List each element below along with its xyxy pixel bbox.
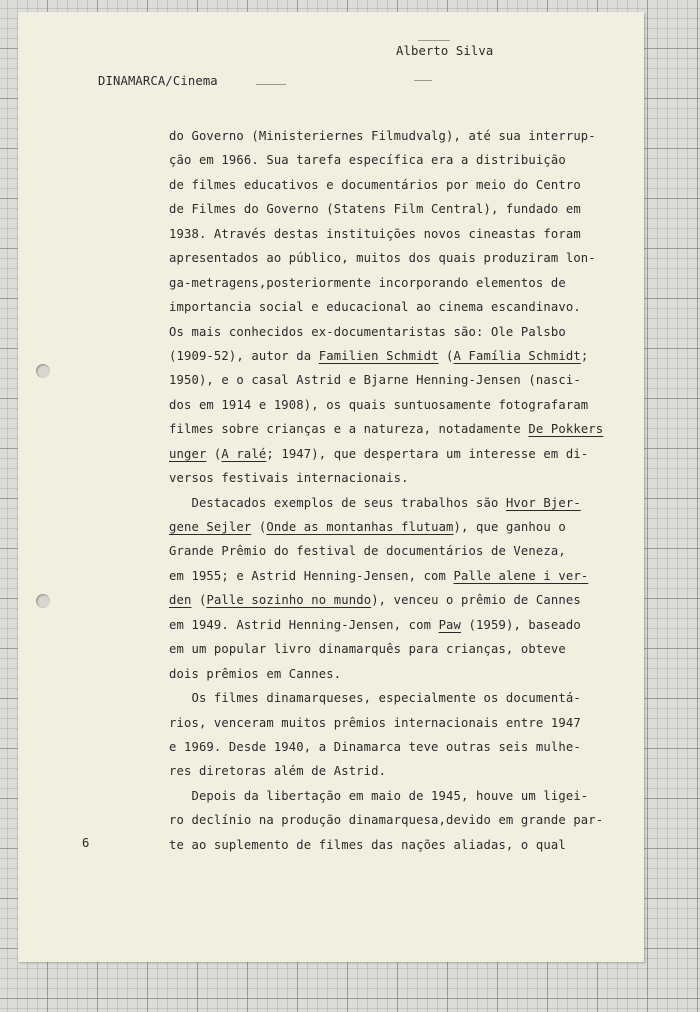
underlined-title: A ralé bbox=[221, 446, 267, 461]
text-segment: versos festivais internacionais. bbox=[169, 471, 409, 486]
pencil-mark bbox=[414, 80, 432, 81]
text-line bbox=[169, 222, 603, 246]
text-segment: res diretoras além de Astrid. bbox=[169, 764, 387, 779]
text-segment: ; bbox=[580, 348, 589, 363]
underlined-title: De Pokkers bbox=[528, 422, 604, 437]
text-segment: ), que ganhou o bbox=[453, 520, 566, 534]
body-text bbox=[169, 124, 603, 857]
text-segment: filmes sobre crianças e a natureza, notadamente bbox=[169, 422, 529, 437]
text-segment: ga-metragens,posteriormente incorporando elementos de bbox=[169, 275, 566, 290]
text-segment: em 1949. Astrid Henning-Jensen, com bbox=[169, 617, 439, 632]
underlined-title: Familien Schmidt bbox=[318, 348, 439, 363]
text-segment: ( bbox=[438, 348, 454, 363]
text-line bbox=[169, 759, 603, 783]
pencil-mark bbox=[256, 84, 286, 85]
text-line bbox=[169, 564, 603, 588]
text-line bbox=[169, 686, 603, 710]
text-line bbox=[169, 393, 603, 417]
text-segment: e 1969. Desde 1940, a Dinamarca teve outras seis mulhe- bbox=[169, 739, 581, 754]
text-line bbox=[169, 173, 603, 197]
text-line bbox=[169, 784, 603, 808]
text-segment: Os mais conhecidos ex-documentaristas são: Ole Palsbo bbox=[169, 324, 566, 339]
text-segment: Destacados exemplos de seus trabalhos são bbox=[169, 495, 506, 510]
page-header: DINAMARCA/Cinema bbox=[98, 74, 218, 88]
text-line bbox=[169, 466, 603, 490]
text-segment: ( bbox=[191, 593, 207, 608]
text-line bbox=[169, 320, 603, 344]
text-line bbox=[169, 442, 603, 466]
text-segment: dos em 1914 e 1908), os quais suntuosamente fotografaram bbox=[169, 397, 589, 412]
text-line bbox=[169, 711, 603, 735]
text-segment: do Governo (Ministeriernes Filmudvalg), até sua interrup- bbox=[169, 129, 596, 143]
page-number: 6 bbox=[82, 836, 90, 850]
pencil-mark bbox=[418, 40, 450, 41]
text-segment: dois prêmios em Cannes. bbox=[169, 666, 342, 681]
underlined-title: Onde as montanhas flutuam bbox=[266, 520, 454, 534]
underlined-title: Palle alene i ver- bbox=[453, 568, 589, 583]
text-line bbox=[169, 637, 603, 661]
text-segment: em um popular livro dinamarquês para crianças, obteve bbox=[169, 642, 566, 657]
text-segment: ( bbox=[251, 520, 267, 534]
text-segment: Os filmes dinamarqueses, especialmente os documentá- bbox=[169, 691, 581, 706]
text-segment: em 1955; e Astrid Henning-Jensen, com bbox=[169, 568, 454, 583]
text-line bbox=[169, 662, 603, 686]
punch-hole-top bbox=[36, 364, 50, 378]
text-line bbox=[169, 613, 603, 637]
text-line bbox=[169, 808, 603, 832]
underlined-title: Palle sozinho no mundo bbox=[206, 593, 372, 608]
text-line bbox=[169, 539, 603, 563]
text-segment: Grande Prêmio do festival de documentários de Veneza, bbox=[169, 544, 566, 559]
underlined-title: Paw bbox=[438, 617, 462, 632]
text-segment: ), venceu o prêmio de Cannes bbox=[371, 593, 581, 608]
underlined-title: unger bbox=[169, 446, 207, 461]
text-line bbox=[169, 295, 603, 319]
text-line bbox=[169, 271, 603, 295]
text-segment: ção em 1966. Sua tarefa específica era a distribuição bbox=[169, 153, 566, 168]
text-segment: apresentados ao público, muitos dos quais produziram lon- bbox=[169, 251, 596, 266]
underlined-title: gene Sejler bbox=[169, 520, 252, 534]
text-segment: ( bbox=[206, 446, 222, 461]
text-segment: Depois da libertação em maio de 1945, houve um ligei- bbox=[169, 788, 589, 803]
text-segment: ro declínio na produção dinamarquesa,devido em grande par- bbox=[169, 813, 604, 828]
text-line bbox=[169, 148, 603, 172]
text-line bbox=[169, 124, 603, 148]
text-segment: 1950), e o casal Astrid e Bjarne Henning-Jensen (nasci- bbox=[169, 373, 581, 388]
punch-hole-bottom bbox=[36, 594, 50, 608]
author-name: Alberto Silva bbox=[396, 44, 494, 58]
text-segment: de filmes educativos e documentários por meio do Centro bbox=[169, 177, 581, 192]
text-segment: importancia social e educacional ao cinema escandinavo. bbox=[169, 300, 581, 315]
text-line bbox=[169, 197, 603, 221]
text-line bbox=[169, 246, 603, 270]
text-line bbox=[169, 417, 603, 441]
text-line bbox=[169, 368, 603, 392]
underlined-title: Hvor Bjer- bbox=[505, 495, 581, 510]
underlined-title: A Família Schmidt bbox=[453, 348, 581, 363]
text-segment: de Filmes do Governo (Statens Film Central), fundado em bbox=[169, 202, 581, 217]
text-line bbox=[169, 735, 603, 759]
text-segment: te ao suplemento de filmes das nações aliadas, o qual bbox=[169, 837, 566, 852]
text-line bbox=[169, 491, 603, 515]
text-segment: 1938. Através destas instituições novos cineastas foram bbox=[169, 226, 581, 241]
text-line bbox=[169, 515, 603, 539]
text-line bbox=[169, 344, 603, 368]
text-line bbox=[169, 588, 603, 612]
text-line bbox=[169, 833, 603, 857]
text-segment: rios, venceram muitos prêmios internacionais entre 1947 bbox=[169, 715, 581, 730]
text-segment: (1959), baseado bbox=[461, 617, 581, 632]
underlined-title: den bbox=[169, 593, 192, 608]
text-segment: (1909-52), autor da bbox=[169, 348, 319, 363]
text-segment: ; 1947), que despertara um interesse em di- bbox=[266, 446, 589, 461]
